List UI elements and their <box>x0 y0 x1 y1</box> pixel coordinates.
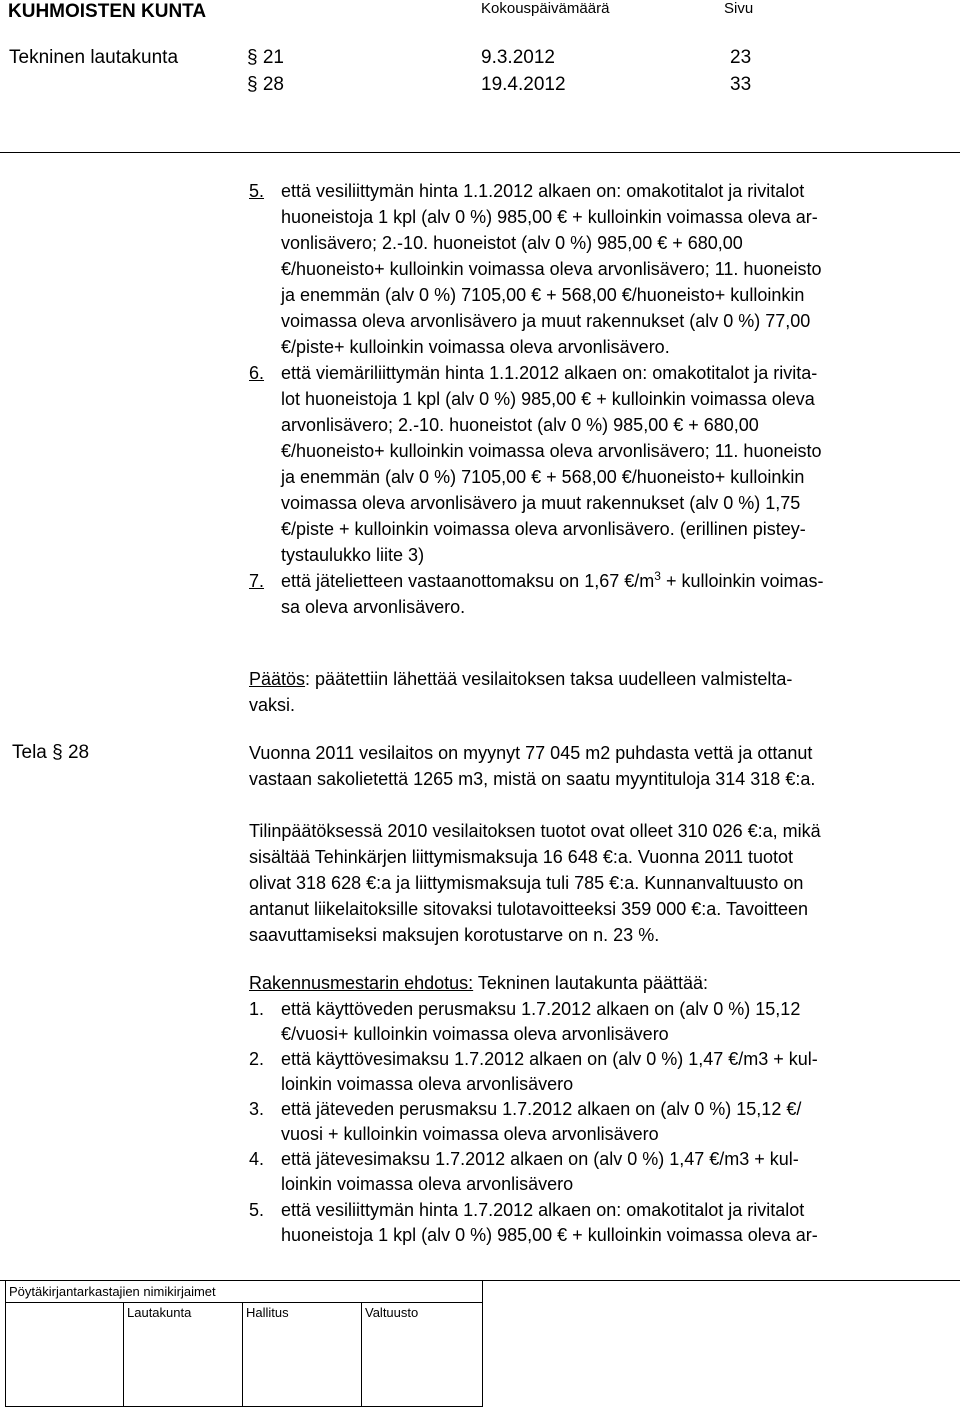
paragraph-line: Vuonna 2011 vesilaitos on myynyt 77 045 m2 puhdasta vettä ja ottanut <box>249 743 813 763</box>
item-line: €/huoneisto+ kulloinkin voimassa oleva arvonlisävero; 11. huoneisto <box>281 259 822 279</box>
list-number: 2. <box>249 1049 265 1069</box>
item-line: että jätelietteen vastaanottomaksu on 1,67 $€/m^3$ + kulloinkin voimas- <box>281 569 824 591</box>
list-line: loinkin voimassa oleva arvonlisävero <box>281 1174 574 1194</box>
list-line: että jäteveden perusmaksu 1.7.2012 alkaen on (alv 0 %) 15,12 €/ <box>281 1099 802 1119</box>
list-number: 3. <box>249 1099 265 1119</box>
tela-section-label: Tela § 28 <box>12 742 90 763</box>
table-divider <box>123 1302 124 1406</box>
column-hallitus: Hallitus <box>246 1305 289 1320</box>
table-divider <box>361 1302 362 1406</box>
item-line: €/huoneisto+ kulloinkin voimassa oleva arvonlisävero; 11. huoneisto <box>281 441 822 461</box>
paragraph-line: saavuttamiseksi maksujen korotustarve on n. 23 %. <box>249 925 660 945</box>
item-line: €/piste+ kulloinkin voimassa oleva arvonlisävero. <box>281 337 670 357</box>
proposal-heading: Rakennusmestarin ehdotus: Tekninen lautakunta päättää: <box>249 973 708 993</box>
meeting-date: 19.4.2012 <box>481 74 566 95</box>
item-line: voimassa oleva arvonlisävero ja muut rakennukset (alv 0 %) 77,00 <box>281 311 811 331</box>
decision-text: vaksi. <box>249 695 296 715</box>
initials-table-title: Pöytäkirjantarkastajien nimikirjaimet <box>9 1284 216 1299</box>
item-line: tystaulukko liite 3) <box>281 545 425 565</box>
page-number: 23 <box>730 47 752 68</box>
item-line: ja enemmän (alv 0 %) 7105,00 € + 568,00 €/huoneisto+ kulloinkin <box>281 467 805 487</box>
item-line: että vesiliittymän hinta 1.1.2012 alkaen on: omakotitalot ja rivitalot <box>281 181 805 201</box>
meeting-date: 9.3.2012 <box>481 47 555 68</box>
list-line: että vesiliittymän hinta 1.7.2012 alkaen on: omakotitalot ja rivitalot <box>281 1200 805 1220</box>
item-line: huoneistoja 1 kpl (alv 0 %) 985,00 € + kulloinkin voimassa oleva ar- <box>281 207 818 227</box>
page-number: 33 <box>730 74 752 95</box>
item-number: 5. <box>249 181 265 201</box>
item-line: voimassa oleva arvonlisävero ja muut rakennukset (alv 0 %) 1,75 <box>281 493 801 513</box>
meeting-date-label: Kokouspäivämäärä <box>481 0 610 17</box>
table-divider <box>6 1302 482 1303</box>
list-line: vuosi + kulloinkin voimassa oleva arvonlisävero <box>281 1124 659 1144</box>
paragraph-line: vastaan sakolietettä 1265 m3, mistä on saatu myyntituloja 314 318 €:a. <box>249 769 816 789</box>
list-line: että jätevesimaksu 1.7.2012 alkaen on (alv 0 %) 1,47 €/m3 + kul- <box>281 1149 799 1169</box>
item-line: lot huoneistoja 1 kpl (alv 0 %) 985,00 € + kulloinkin voimassa oleva <box>281 389 815 409</box>
item-line: ja enemmän (alv 0 %) 7105,00 € + 568,00 €/huoneisto+ kulloinkin <box>281 285 805 305</box>
paragraph-line: sisältää Tehinkärjen liittymismaksuja 16 648 €:a. Vuonna 2011 tuotot <box>249 847 793 867</box>
column-lautakunta: Lautakunta <box>127 1305 192 1320</box>
section-number: § 21 <box>247 47 284 68</box>
organization-name: KUHMOISTEN KUNTA <box>8 1 207 22</box>
section-number: § 28 <box>247 74 284 95</box>
item-line: vonlisävero; 2.-10. huoneistot (alv 0 %) 985,00 € + 680,00 <box>281 233 743 253</box>
item-line: sa oleva arvonlisävero. <box>281 597 466 617</box>
paragraph-line: olivat 318 628 €:a ja liittymismaksuja tuli 785 €:a. Kunnanvaltuusto on <box>249 873 804 893</box>
list-line: €/vuosi+ kulloinkin voimassa oleva arvonlisävero <box>281 1024 669 1044</box>
list-line: huoneistoja 1 kpl (alv 0 %) 985,00 € + kulloinkin voimassa oleva ar- <box>281 1225 818 1245</box>
list-line: loinkin voimassa oleva arvonlisävero <box>281 1074 574 1094</box>
decision-text: Päätös: päätettiin lähettää vesilaitoksen taksa uudelleen valmistelta- <box>249 669 793 689</box>
list-number: 4. <box>249 1149 265 1169</box>
item-line: että viemäriliittymän hinta 1.1.2012 alkaen on: omakotitalot ja rivita- <box>281 363 818 383</box>
column-valtuusto: Valtuusto <box>365 1305 419 1320</box>
item-number: 6. <box>249 363 265 383</box>
table-divider <box>242 1302 243 1406</box>
header-divider <box>0 152 960 153</box>
page-label: Sivu <box>724 0 754 17</box>
item-line: €/piste + kulloinkin voimassa oleva arvonlisävero. (erillinen pistey- <box>281 519 806 539</box>
list-line: että käyttöveden perusmaksu 1.7.2012 alkaen on (alv 0 %) 15,12 <box>281 999 801 1019</box>
committee-name: Tekninen lautakunta <box>9 47 179 68</box>
paragraph-line: antanut liikelaitoksille sitovaksi tulotavoitteeksi 359 000 €:a. Tavoitteen <box>249 899 809 919</box>
list-number: 5. <box>249 1200 265 1220</box>
item-line: arvonlisävero; 2.-10. huoneistot (alv 0 %) 985,00 € + 680,00 <box>281 415 759 435</box>
list-line: että käyttövesimaksu 1.7.2012 alkaen on (alv 0 %) 1,47 €/m3 + kul- <box>281 1049 818 1069</box>
item-number: 7. <box>249 571 265 591</box>
list-number: 1. <box>249 999 265 1019</box>
paragraph-line: Tilinpäätöksessä 2010 vesilaitoksen tuotot ovat olleet 310 026 €:a, mikä <box>249 821 821 841</box>
initials-table <box>5 1280 483 1407</box>
